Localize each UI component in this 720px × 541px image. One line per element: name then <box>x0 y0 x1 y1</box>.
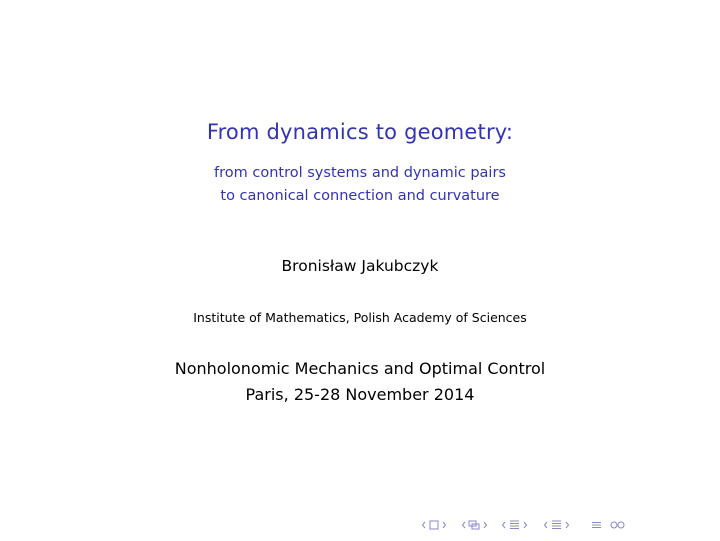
navigation-bar <box>422 518 706 532</box>
subsection-nav-icons[interactable] <box>463 521 487 529</box>
toc-icon[interactable] <box>592 523 601 528</box>
slide-title: From dynamics to geometry: <box>206 120 514 144</box>
slide-nav-icons[interactable] <box>545 521 569 529</box>
search-icon[interactable] <box>611 522 624 528</box>
frame-nav-icons[interactable] <box>423 521 446 529</box>
section-nav-icons[interactable] <box>503 521 527 529</box>
institute: Institute of Mathematics, Polish Academy of Sciences <box>193 310 527 325</box>
subtitle-line-1: from control systems and dynamic pairs <box>214 165 506 181</box>
author: Bronisław Jakubczyk <box>281 257 439 275</box>
event-line-2: Paris, 25-28 November 2014 <box>245 385 475 404</box>
event-line-1: Nonholonomic Mechanics and Optimal Control <box>174 359 546 378</box>
subtitle-line-2: to canonical connection and curvature <box>220 188 500 204</box>
